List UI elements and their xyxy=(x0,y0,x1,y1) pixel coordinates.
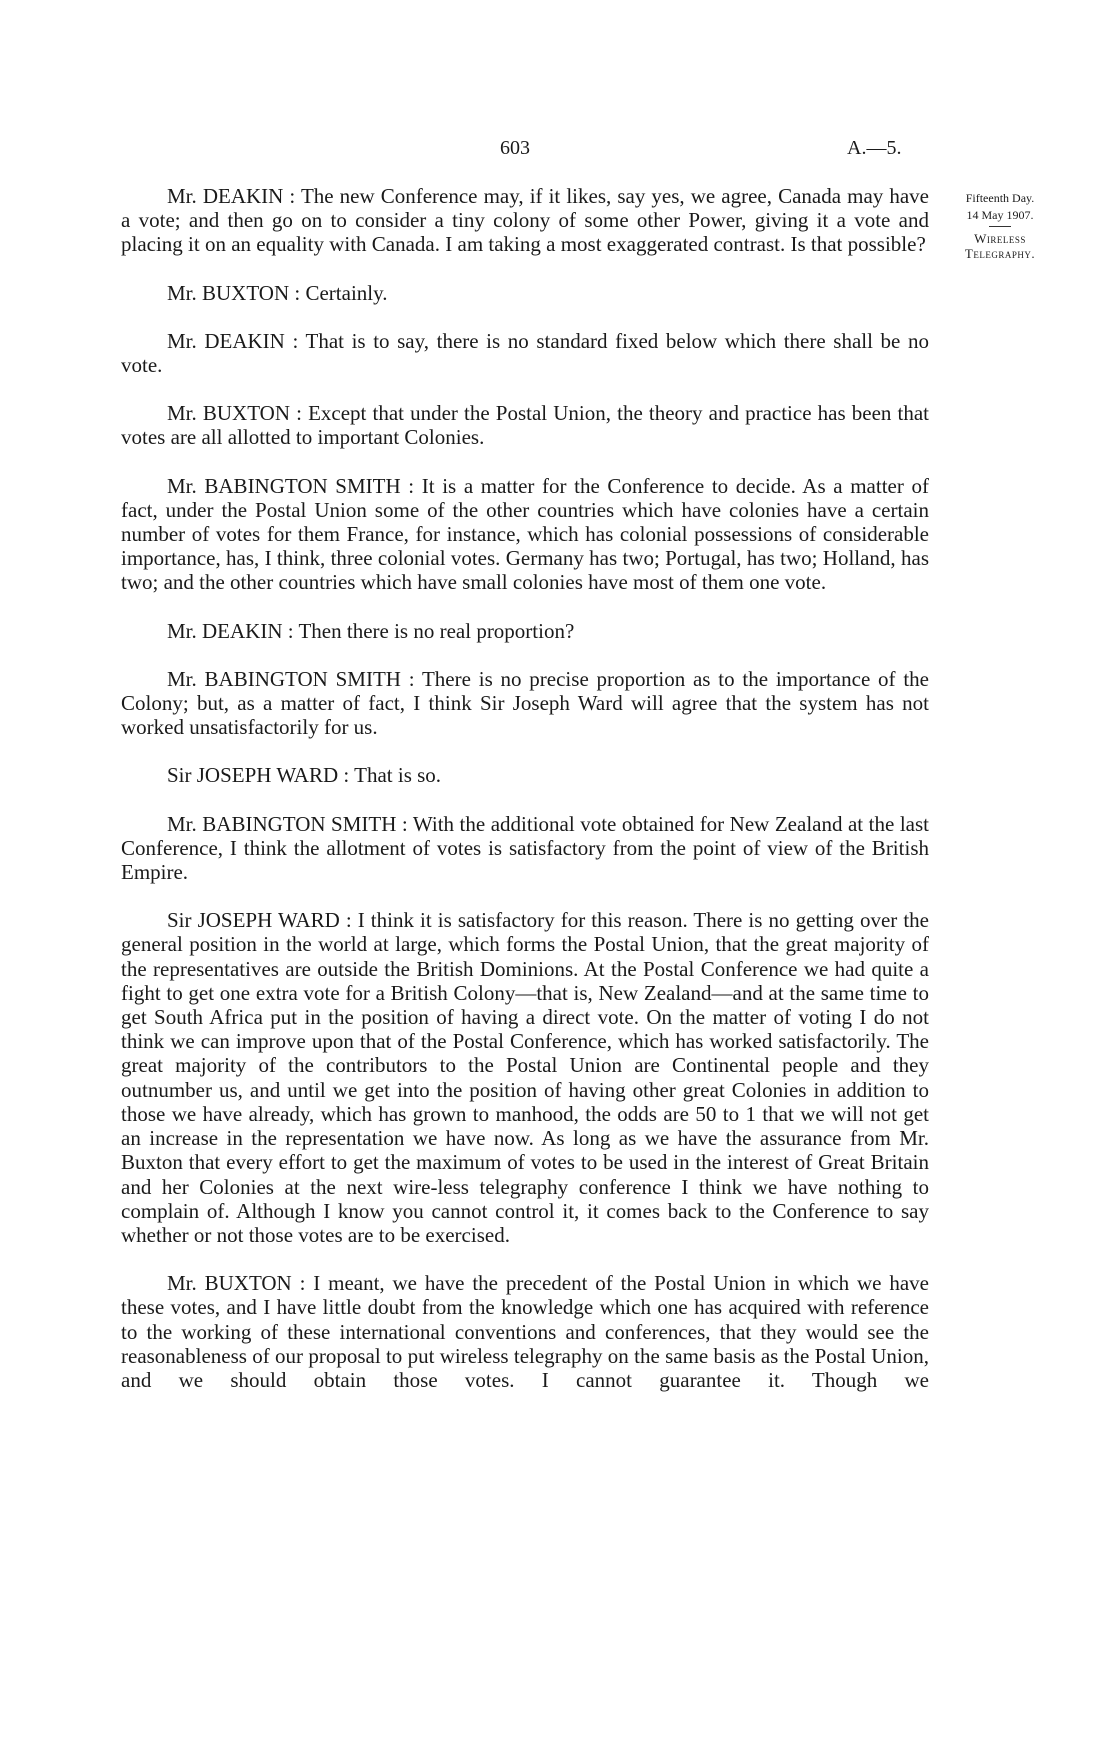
paragraph: Mr. BABINGTON SMITH : With the additional vote obtained for New Zealand at the last Conference, I think the allotment of votes is satisfactory from the point of view of the British Empire. xyxy=(121,811,929,885)
margin-subject-line1: Wireless xyxy=(974,231,1026,246)
paragraph: Mr. BUXTON : Certainly. xyxy=(167,280,388,305)
speech: The new Conference may, if it likes, say yes, we agree, Canada may have a vote; and then go on to consider a tiny colony of some other Power, giving it a vote and placing it on an equality with Canada. I am taking a most exaggerated contrast. Is that possible? xyxy=(121,184,929,257)
speech: Certainly. xyxy=(305,280,388,305)
speech: With the additional vote obtained for New Zealand at the last Conference, I think the allotment of votes is satisfactory from the point of view of the British Empire. xyxy=(121,811,929,885)
paragraph: Mr. DEAKIN : Then there is no real proportion? xyxy=(167,618,575,643)
speaker: Mr. BABINGTON SMITH xyxy=(167,666,401,691)
speaker: Mr. BUXTON xyxy=(167,1271,292,1296)
margin-note xyxy=(935,190,1065,261)
page-number: 603 xyxy=(500,137,530,159)
speaker: Mr. DEAKIN xyxy=(167,184,284,208)
speech: Except that under the Postal Union, the theory and practice has been that votes are all allotted to important Colonies. xyxy=(121,401,930,450)
speaker: Mr. BUXTON xyxy=(167,280,290,305)
speech: That is so. xyxy=(354,763,442,788)
paragraph: Mr. BABINGTON SMITH : There is no precise proportion as to the importance of the Colony; but, as a matter of fact, I think Sir Joseph Ward will agree that the system has not worked unsatisfactorily for us. xyxy=(121,666,929,740)
paragraph: Mr. BUXTON : Except that under the Postal Union, the theory and practice has been that votes are all allotted to important Colonies. xyxy=(121,401,930,450)
speaker: Mr. DEAKIN xyxy=(167,618,283,643)
transcript-body xyxy=(121,184,929,1392)
speaker: Mr. DEAKIN xyxy=(167,328,285,353)
speech: I meant, we have the precedent of the Postal Union in which we have these votes, and I have little doubt from the knowledge which one has acquired with reference to the working of these international conventions and conferences, that they would see the reasonableness of our proposal to put wireless telegraphy on the same basis as the Postal Union, and we should obtain those votes. I cannot guarantee it. Though we xyxy=(121,1271,929,1392)
paragraph: Sir JOSEPH WARD : I think it is satisfactory for this reason. There is no getting over the general position in the world at large, which forms the Postal Union, that the great majority of the representatives are outside the British Dominions. At the Postal Conference we had quite a fight to get one extra vote for a British Colony—that is, New Zealand—and at the same time to get South Africa put in the position of having a direct vote. On the matter of voting I do not think we can improve upon that of the Postal Conference, which has worked satisfactorily. The great majority of the contributors to the Postal Union are Continental people and they outnumber us, and until we get into the position of having other great Colonies in addition to those we have already, which has grown to manhood, the odds are 50 to 1 that we will not get an increase in the representation we have now. As long as we have the assurance from Mr. Buxton that every effort to get the maximum of votes to be used in the interest of Great Britain and her Colonies at the next wire-less telegraphy conference I think we have nothing to complain of. Although I know you cannot control it, it comes back to the Conference to say whether or not those votes are to be exercised. xyxy=(121,908,929,1247)
paragraph: Mr. BUXTON : I meant, we have the precedent of the Postal Union in which we have these votes, and I have little doubt from the knowledge which one has acquired with reference to the working of these international conventions and conferences, that they would see the reasonableness of our proposal to put wireless telegraphy on the same basis as the Postal Union, and we should obtain those votes. I cannot guarantee it. Though we xyxy=(121,1271,929,1392)
margin-divider xyxy=(989,226,1011,227)
margin-day: Fifteenth Day. xyxy=(965,191,1035,205)
speech: It is a matter for the Conference to decide. As a matter of fact, under the Postal Union some of the other countries which have colonies have a certain number of votes for them France, for instance, which has colonial possessions of considerable importance, has, I think, three colonial votes. Germany has two; Portugal, has two; Holland, has two; and the other countries which have small colonies have most of them one vote. xyxy=(121,473,929,595)
speaker: Mr. BUXTON xyxy=(167,401,290,426)
speaker: Mr. BABINGTON SMITH xyxy=(167,473,401,498)
paragraph: Mr. BABINGTON SMITH : It is a matter for the Conference to decide. As a matter of fact, under the Postal Union some of the other countries which have colonies have a certain number of votes for them France, for instance, which has colonial possessions of considerable importance, has, I think, three colonial votes. Germany has two; Portugal, has two; Holland, has two; and the other countries which have small colonies have most of them one vote. xyxy=(121,473,929,595)
margin-date: 14 May 1907. xyxy=(966,208,1034,222)
speech: I think it is satisfactory for this reason. There is no getting over the general position in the world at large, which forms the Postal Union, that the great majority of the representatives are outside the British Dominions. At the Postal Conference we had quite a fight to get one extra vote for a British Colony—that is, New Zealand—and at the same time to get South Africa put in the position of having a direct vote. On the matter of voting I do not think we can improve upon that of the Postal Conference, which has worked satisfactorily. The great majority of the contributors to the Postal Union are Continental people and they outnumber us, and until we get into the position of having other great Colonies in addition to those we have already, which has grown to manhood, the odds are 50 to 1 that we will not get an increase in the representation we have now. As long as we have the assurance from Mr. Buxton that every effort to get the maximum of votes to be used in the interest of Great Britain and her Colonies at the next wire-less telegraphy conference I think we have nothing to complain of. Although I know you cannot control it, it comes back to the Conference to say whether or not those votes are to be exercised. xyxy=(121,908,929,1247)
paragraph: Mr. DEAKIN : The new Conference may, if it likes, say yes, we agree, Canada may have a vote; and then go on to consider a tiny colony of some other Power, giving it a vote and placing it on an equality with Canada. I am taking a most exaggerated contrast. Is that possible? xyxy=(121,184,929,257)
paragraph: Mr. DEAKIN : That is to say, there is no standard fixed below which there shall be no vote. xyxy=(121,328,929,378)
speech: That is to say, there is no standard fixed below which there shall be no vote. xyxy=(121,328,929,378)
speaker: Sir JOSEPH WARD xyxy=(167,908,340,933)
speech: There is no precise proportion as to the importance of the Colony; but, as a matter of fact, I think Sir Joseph Ward will agree that the system has not worked unsatisfactorily for us. xyxy=(121,666,929,740)
speaker: Mr. BABINGTON SMITH xyxy=(167,811,397,836)
paragraph: Sir JOSEPH WARD : That is so. xyxy=(167,763,442,788)
margin-subject-line2: Telegraphy. xyxy=(964,246,1036,261)
speaker: Sir JOSEPH WARD xyxy=(167,763,339,788)
document-reference: A.—5. xyxy=(847,137,902,159)
speech: Then there is no real proportion? xyxy=(298,618,575,643)
